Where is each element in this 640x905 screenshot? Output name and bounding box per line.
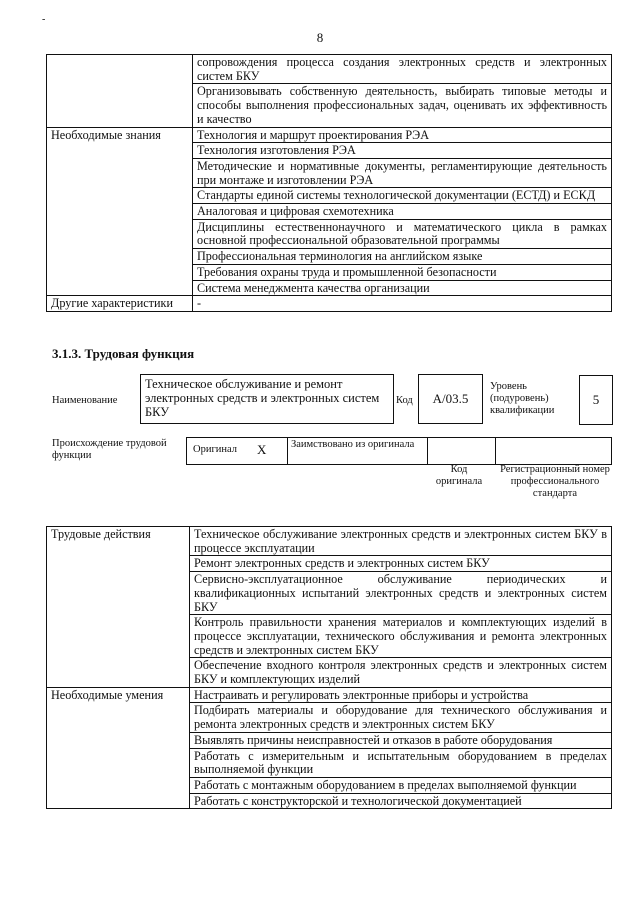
- row-label: [47, 658, 190, 687]
- table-row: [47, 527, 612, 556]
- row-text: Технология и маршрут проектирования РЭА: [193, 127, 612, 143]
- level-value: 5: [579, 375, 613, 425]
- borrowed-label: Заимствовано из оригинала: [291, 439, 415, 450]
- row-text: Требования охраны труда и промышленной безопасности: [193, 264, 612, 280]
- divider: [427, 438, 428, 464]
- row-label-skills: Необходимые умения: [47, 687, 190, 703]
- row-label: [47, 732, 190, 748]
- row-text: Работать с монтажным оборудованием в пределах выполняемой функции: [190, 777, 612, 793]
- row-label: [47, 158, 193, 187]
- table-row: [47, 777, 612, 793]
- row-text: Настраивать и регулировать электронные приборы и устройства: [190, 687, 612, 703]
- row-text: Аналоговая и цифровая схемотехника: [193, 204, 612, 220]
- function-name: Техническое обслуживание и ремонт электронных средств и электронных систем БКУ: [140, 374, 394, 424]
- row-text: Сервисно-эксплуатационное обслуживание периодических и квалификационных испытаний электронных средств и электронных систем БКУ: [190, 572, 612, 615]
- row-label: [47, 143, 193, 159]
- table-row: [47, 84, 612, 127]
- row-text: сопровождения процесса создания электронных средств и электронных систем БКУ: [193, 55, 612, 84]
- row-text: Работать с измерительным и испытательным оборудованием в пределах выполняемой функции: [190, 748, 612, 777]
- table-row: [47, 748, 612, 777]
- row-label: [47, 572, 190, 615]
- origin-label: Происхождение трудовой функции: [52, 438, 167, 461]
- row-label: [47, 264, 193, 280]
- table-row: [47, 264, 612, 280]
- row-label: [47, 55, 193, 84]
- row-label: [47, 793, 190, 809]
- row-label: [47, 748, 190, 777]
- table-row: [47, 219, 612, 248]
- code-label: Код: [396, 395, 413, 406]
- row-text: -: [193, 296, 612, 312]
- row-label: [47, 615, 190, 658]
- row-label: [47, 219, 193, 248]
- row-label: [47, 204, 193, 220]
- reg-caption: Регистрационный номер профессионального стандарта: [500, 464, 610, 499]
- table-row: [47, 732, 612, 748]
- row-text: Организовывать собственную деятельность, выбирать типовые методы и способы выполнения профессиональных задач, оценивать их эффективность и качество: [193, 84, 612, 127]
- row-text: Техническое обслуживание электронных средств и электронных систем БКУ в процессе эксплуатации: [190, 527, 612, 556]
- divider: [495, 438, 496, 464]
- knowledge-table: [46, 54, 612, 312]
- row-label: [47, 703, 190, 732]
- row-label: [47, 280, 193, 296]
- table-row: [47, 55, 612, 84]
- origin-box: [186, 437, 612, 465]
- row-label: [47, 188, 193, 204]
- row-label: [47, 249, 193, 265]
- original-label: Оригинал: [193, 444, 237, 455]
- table-row: [47, 249, 612, 265]
- table-row: [47, 687, 612, 703]
- row-label-actions: Трудовые действия: [47, 527, 190, 556]
- row-text: Контроль правильности хранения материалов и комплектующих изделий в процессе эксплуатации, технического обслуживания и ремонта электронных средств и электронных систем БКУ: [190, 615, 612, 658]
- scan-mark: -: [42, 14, 46, 25]
- table-row: [47, 280, 612, 296]
- row-label-other: Другие характеристики: [47, 296, 193, 312]
- table-row: [47, 127, 612, 143]
- table-row: [47, 556, 612, 572]
- table-row: [47, 615, 612, 658]
- row-text: Методические и нормативные документы, регламентирующие деятельность при монтаже и изготовлении РЭА: [193, 158, 612, 187]
- table-row: [47, 158, 612, 187]
- original-mark: X: [257, 442, 267, 457]
- page-number: 8: [316, 30, 324, 45]
- table-row: [47, 793, 612, 809]
- row-text: Дисциплины естественнонаучного и математического цикла в рамках основной профессиональной образовательной программы: [193, 219, 612, 248]
- level-label: Уровень (подуровень) квалификации: [490, 381, 555, 416]
- function-code: A/03.5: [418, 374, 483, 424]
- actions-table: [46, 526, 612, 809]
- divider: [287, 438, 288, 464]
- table-row: [47, 204, 612, 220]
- row-text: Подбирать материалы и оборудование для технического обслуживания и ремонта электронных средств и электронных систем БКУ: [190, 703, 612, 732]
- row-label-knowledge: Необходимые знания: [47, 127, 193, 143]
- row-label: [47, 84, 193, 127]
- row-text: Работать с конструкторской и технологической документацией: [190, 793, 612, 809]
- row-text: Обеспечение входного контроля электронных средств и электронных систем БКУ и комплектующих изделий: [190, 658, 612, 687]
- row-text: Выявлять причины неисправностей и отказов в работе оборудования: [190, 732, 612, 748]
- row-label: [47, 777, 190, 793]
- name-label: Наименование: [52, 395, 118, 406]
- row-text: Профессиональная терминология на английском языке: [193, 249, 612, 265]
- table-row: [47, 143, 612, 159]
- row-text: Система менеджмента качества организации: [193, 280, 612, 296]
- row-label: [47, 556, 190, 572]
- row-text: Стандарты единой системы технологической документации (ЕСТД) и ЕСКД: [193, 188, 612, 204]
- section-heading: 3.1.3. Трудовая функция: [52, 346, 195, 361]
- table-row: [47, 703, 612, 732]
- table-row: [47, 188, 612, 204]
- row-text: Ремонт электронных средств и электронных систем БКУ: [190, 556, 612, 572]
- code-caption: Код оригинала: [435, 464, 483, 487]
- table-row: [47, 572, 612, 615]
- table-row: [47, 296, 612, 312]
- row-text: Технология изготовления РЭА: [193, 143, 612, 159]
- table-row: [47, 658, 612, 687]
